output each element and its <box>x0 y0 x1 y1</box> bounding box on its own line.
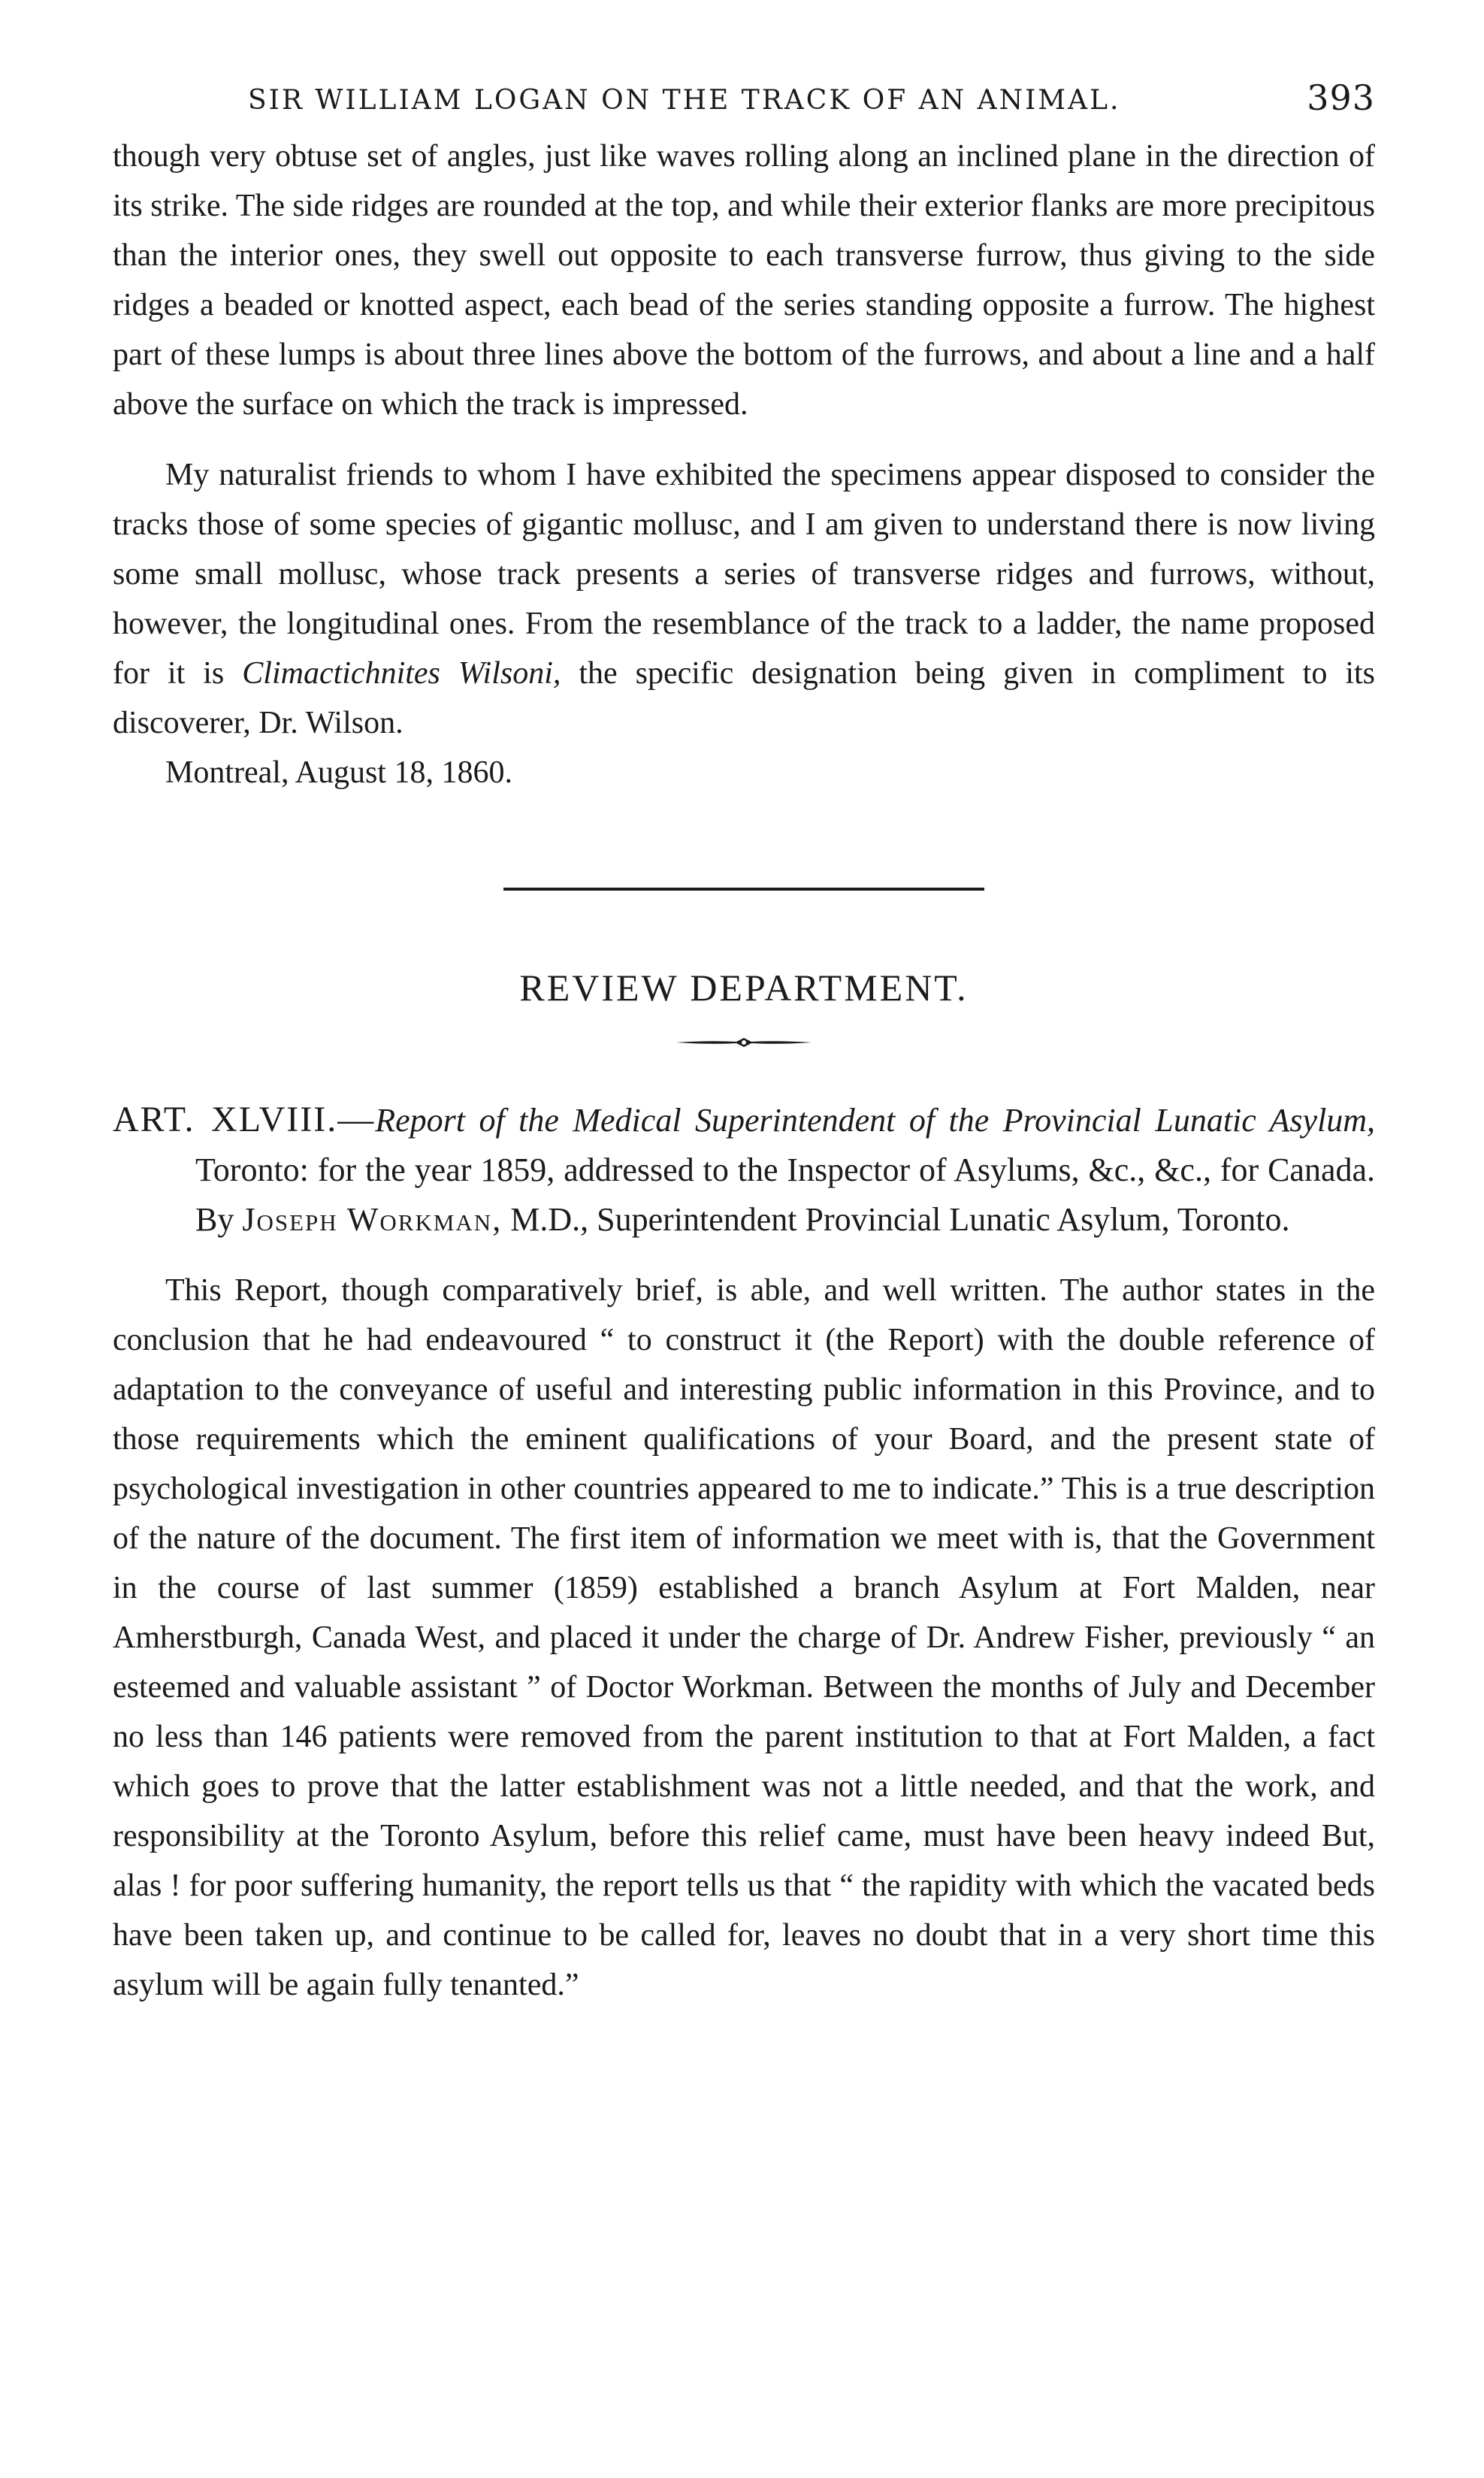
citation-details: Toronto: for the year 1859, addressed to the Inspector of Asylums, &c., &c., for Canada. By <box>195 1151 1375 1238</box>
article-citation <box>113 1095 1375 1245</box>
section-divider-rule <box>503 888 984 891</box>
running-head <box>113 71 1375 132</box>
book-page <box>113 71 1375 2010</box>
ornament-divider <box>676 1035 812 1050</box>
article-number: ART. XLVIII.— <box>113 1100 376 1139</box>
paragraph-naturalist-text: My naturalist friends to whom I have exhibited the specimens appear disposed to consider the tracks those of some species of gigantic mollusc, and I am given to understand there is now living some small mollusc, whose track presents a series of transverse ridges and furrows, without, however, the longitudinal ones. From the resemblance of the track to a ladder, the name proposed for it is <box>113 458 1375 691</box>
dateline: Montreal, August 18, 1860. <box>165 755 512 790</box>
paragraph-naturalist-end: the specific designation being given in compliment to its discoverer, Dr. Wilson. <box>113 656 1376 740</box>
running-title: SIR WILLIAM LOGAN ON THE TRACK OF AN ANIMAL. <box>248 85 1121 116</box>
paragraph-track-description: though very obtuse set of angles, just like waves rolling along an inclined plane in the direction of its strike. The side ridges are rounded at the top, and while their exterior flanks are more precipitous than the interior ones, they swell out opposite to each transverse furrow, thus giving to the side ridges a beaded or knotted aspect, each bead of the series standing opposite a furrow. The highest part of these lumps is about three lines above the bottom of the furrows, and about a line and a half above the surface on which the track is impressed. <box>113 139 1375 422</box>
paragraph-naturalist-opinion <box>113 450 1375 748</box>
section-title: REVIEW DEPARTMENT. <box>519 967 969 1009</box>
author-name: Joseph Workman, <box>242 1201 503 1238</box>
citation-end: M.D., Superintendent Provincial Lunatic Asylum, Toronto. <box>502 1201 1290 1238</box>
work-title: Report of the Medical Superintendent of the Provincial Lunatic Asylum, <box>375 1102 1376 1139</box>
page-number: 393 <box>1307 77 1375 118</box>
review-body-paragraph: This Report, though comparatively brief, is able, and well written. The author states in the conclusion that he had endeavoured “ to construct it (the Report) with the double reference of adaptation to the conveyance of useful and interesting public information in this Province, and to those requirements which the eminent qualifications of your Board, and the present state of psychological investigation in other countries appeared to me to indicate.” This is a true description of the nature of the document. The first item of information we meet with is, that the Government in the course of last summer (1859) established a branch Asylum at Fort Malden, near Amherstburgh, Canada West, and placed it under the charge of Dr. Andrew Fisher, previously “ an esteemed and valuable assistant ” of Doctor Workman. Between the months of July and December no less than 146 patients were removed from the parent institution to that at Fort Malden, a fact which goes to prove that the latter establishment was not a little needed, and that the work, and responsibility at the Toronto Asylum, before this relief came, must have been heavy indeed But, alas ! for poor suffering humanity, the report tells us that “ the rapidity with which the vacated beds have been taken up, and continue to be called for, leaves no doubt that in a very short time this asylum will be again fully tenanted.” <box>113 1273 1375 2002</box>
species-name: Climactichnites Wilsoni, <box>242 656 561 691</box>
